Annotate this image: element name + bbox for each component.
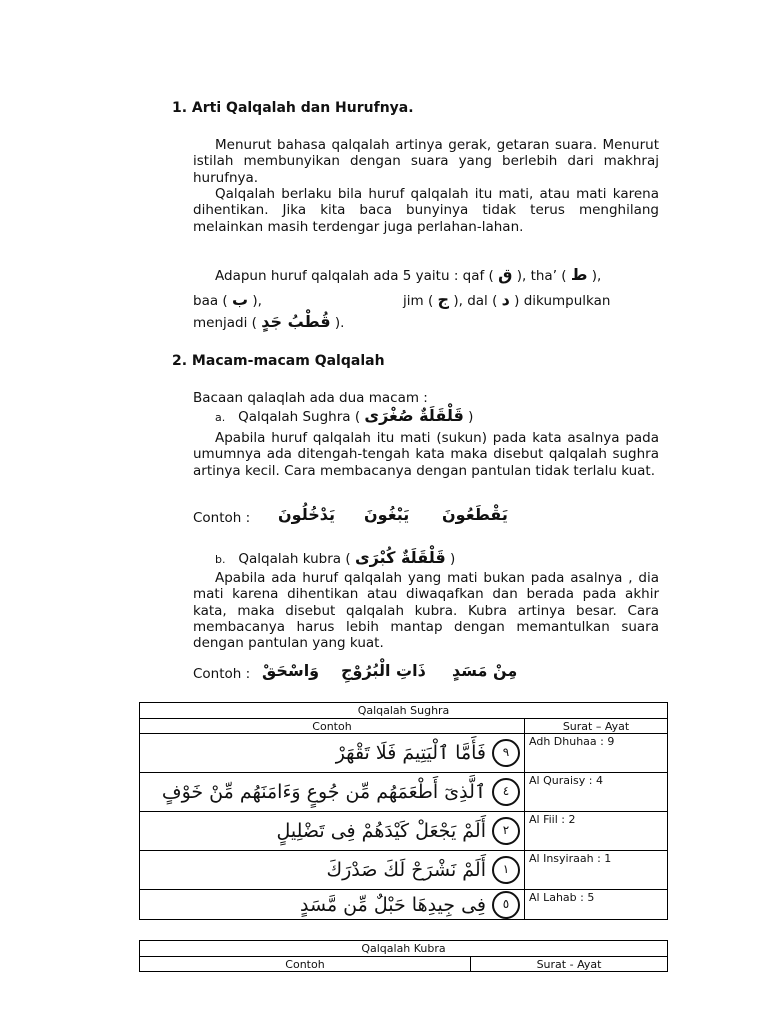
tha-close: ), [591,268,602,284]
ayah-number-icon: ٥ [492,891,520,919]
section-1-heading: 1. Arti Qalqalah dan Hurufnya. [172,100,414,116]
ref-cell: Al Fiil : 2 [525,812,668,851]
kubra-heading [215,550,455,568]
ref-cell: Al Insyiraah : 1 [525,851,668,890]
sughra-contoh-2: يَبْغُونَ [364,505,410,524]
dal-label: ), dal ( [453,293,498,309]
table-row [140,812,668,851]
letters-line-1 [215,267,601,284]
sughra-table [139,702,668,920]
sughra-arabic: قَلْقَلَةٌ صُغْرَى [364,406,464,425]
letters-intro: Adapun huruf qalqalah ada 5 yaitu : qaf ( [215,268,494,284]
sughra-marker: a. [215,411,226,424]
ref-cell: Adh Dhuhaa : 9 [525,734,668,773]
sughra-paragraph: Apabila huruf qalqalah itu mati (sukun) pada kata asalnya pada umumnya ada ditengah-tengah kata maka disebut qalqalah sughra artinya kecil. Cara membacanya dengan pantulan tidak terlalu kuat. [193,430,659,479]
kubra-col-ref: Surat - Ayat [471,957,668,972]
sughra-contoh-1: يَدْخُلُونَ [278,505,335,524]
ayah-text: فِى جِيدِهَا حَبْلٌ مِّن مَّسَدٍ [300,893,486,916]
dal-close: ) dikumpulkan [514,293,611,309]
table-row [140,890,668,920]
kubra-paragraph: Apabila ada huruf qalqalah yang mati bukan pada asalnya , dia mati karena dihentikan atau diwaqafkan dan berada pada akhir kata, maka disebut qalqalah kubra. Kubra artinya besar. Cara membacanya harus lebih mantap dengan memantulkan suara dengan pantulan yang kuat. [193,570,659,652]
kubra-table-caption: Qalqalah Kubra [140,941,668,957]
section-1-para-1: Menurut bahasa qalqalah artinya gerak, getaran suara. Menurut istilah membunyikan dengan suara yang berlebih dari makhraj hurufnya. [193,137,659,186]
baa-label: baa ( [193,293,228,309]
sughra-close: ) [468,409,474,425]
table-row [140,773,668,812]
sughra-contoh-label: Contoh : [193,510,251,526]
section-1-para-2: Qalqalah berlaku bila huruf qalqalah itu mati, atau mati karena dihentikan. Jika kita baca bunyinya tidak terus menghilang melainkan masih terdengar juga perlahan-lahan. [193,186,659,235]
ayah-number-icon: ١ [492,856,520,884]
jim-label: jim ( [403,293,434,309]
letters-line-2a [193,292,262,309]
kubra-table [139,940,668,972]
ayah-text: أَلَمْ نَشْرَحْ لَكَ صَدْرَكَ [326,859,486,881]
ref-cell: Al Quraisy : 4 [525,773,668,812]
kubra-col-example: Contoh [140,957,471,972]
kubra-contoh-2: ذَاتِ الْبُرُوْجِ [341,661,426,680]
example-cell [140,734,525,773]
combined-line [193,314,344,331]
kubra-marker: b. [215,553,226,566]
tha-label: ), tha’ ( [516,268,567,284]
kubra-contoh-1: وَاسْحَقْ [262,661,320,680]
example-cell [140,773,525,812]
combined-arabic: قُطْبُ جَدٍ [261,312,331,331]
sughra-table-caption: Qalqalah Sughra [140,703,668,719]
section-2-intro: Bacaan qalaqlah ada dua macam : [193,390,428,406]
sughra-col-ref: Surat – Ayat [525,719,668,734]
kubra-label: Qalqalah kubra ( [238,551,351,567]
kubra-close: ) [450,551,456,567]
letter-qaf: ق [498,265,513,284]
kubra-contoh-3: مِنْ مَسَدٍ [452,661,518,680]
ayah-text: ٱلَّذِىٓ أَطْعَمَهُم مِّن جُوعٍ وَءَامَنَهُم مِّنْ خَوْفٍ [161,781,486,803]
ayah-number-icon: ٩ [492,739,520,767]
example-cell [140,851,525,890]
ayah-text: أَلَمْ يَجْعَلْ كَيْدَهُمْ فِى تَضْلِيلٍ [276,820,486,842]
example-cell [140,890,525,920]
baa-close: ), [252,293,262,309]
letter-dal: د [501,290,510,309]
combined-close: ). [334,315,345,331]
sughra-label: Qalqalah Sughra ( [238,409,361,425]
kubra-contoh-label: Contoh : [193,666,251,682]
ref-cell: Al Lahab : 5 [525,890,668,920]
letters-line-2b [403,292,610,309]
ayah-number-icon: ٤ [492,778,520,806]
sughra-contoh-3: يَقْطَعُونَ [442,505,508,524]
ayah-number-icon: ٢ [492,817,520,845]
section-2-heading: 2. Macam-macam Qalqalah [172,353,385,369]
sughra-col-example: Contoh [140,719,525,734]
table-row [140,734,668,773]
ayah-text: فَأَمَّا ٱلْيَتِيمَ فَلَا تَقْهَرْ [335,742,486,764]
table-row [140,851,668,890]
example-cell [140,812,525,851]
letter-jim: ج [437,290,450,309]
letter-baa: ب [231,290,249,309]
sughra-heading [215,408,473,426]
combined-label: menjadi ( [193,315,257,331]
letter-tha: ط [570,265,588,284]
kubra-arabic: قَلْقَلَةٌ كُبْرَى [354,548,446,567]
